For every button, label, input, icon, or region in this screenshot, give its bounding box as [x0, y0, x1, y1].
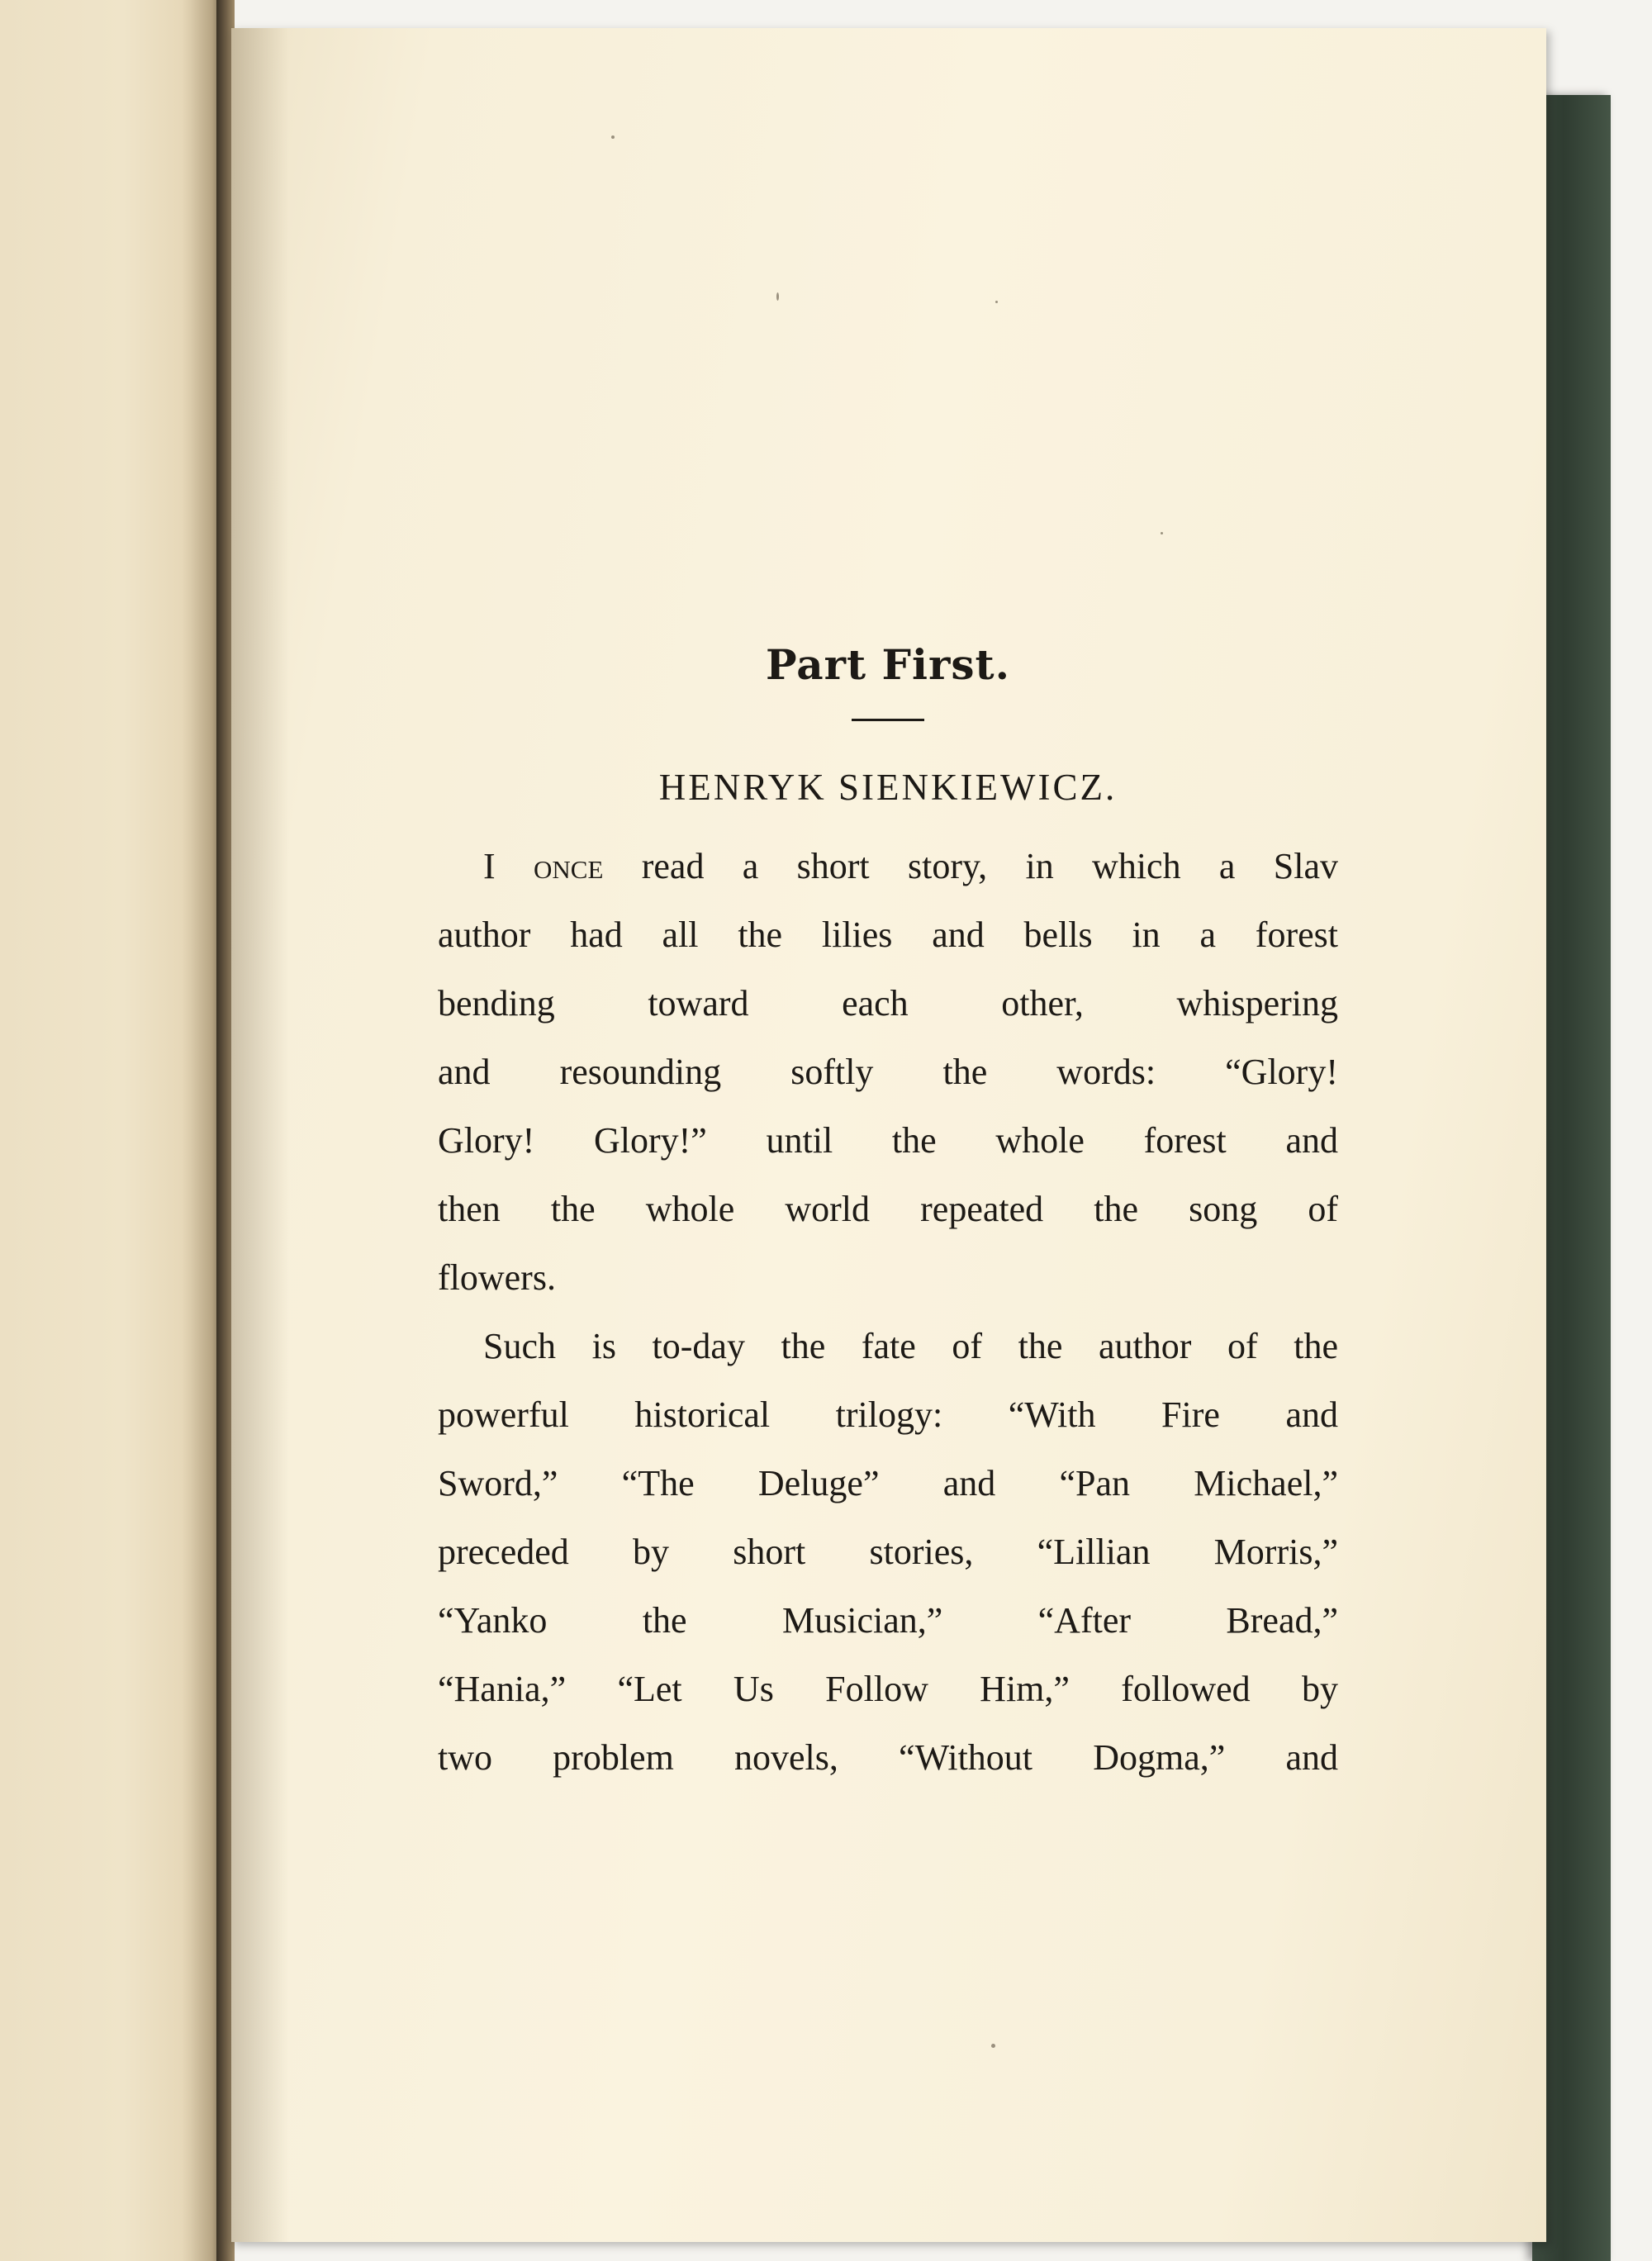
line-text: read a short story, in which a Slav [603, 846, 1338, 886]
title-rule [852, 719, 924, 721]
author-heading: HENRYK SIENKIEWICZ. [658, 767, 1118, 808]
drop-word: I [483, 846, 496, 886]
page-curve-shadow [231, 28, 289, 2242]
paragraph-line: author had all the lilies and bells in a forest [438, 914, 1338, 955]
paper-speck [991, 2044, 995, 2048]
paragraph-line: two problem novels, “Without Dogma,” and [438, 1737, 1338, 1778]
paper-speck [1161, 532, 1163, 534]
paragraph-1 [438, 832, 1338, 1312]
paragraph-line: bending toward each other, whispering [438, 983, 1338, 1024]
paragraph-2 [438, 1312, 1338, 1792]
paper-speck [611, 135, 615, 139]
smallcaps-word: once [534, 846, 604, 886]
paragraph-line: preceded by short stories, “Lillian Morris,” [438, 1532, 1338, 1572]
part-title: Part First. [766, 640, 1010, 689]
paragraph-line: and resounding softly the words: “Glory! [438, 1052, 1338, 1092]
paragraph-line [438, 832, 1338, 900]
paragraph-line: flowers. [438, 1257, 556, 1298]
paper-speck [995, 301, 998, 303]
paragraph-line: “Yanko the Musician,” “After Bread,” [438, 1600, 1338, 1641]
paragraph-line: then the whole world repeated the song of [438, 1189, 1338, 1229]
paragraph-line: powerful historical trilogy: “With Fire and [438, 1394, 1338, 1435]
paragraph-line: “Hania,” “Let Us Follow Him,” followed by [438, 1669, 1338, 1709]
page-text [438, 636, 1338, 1792]
paragraph-line: Such is to-day the fate of the author of the [483, 1326, 1338, 1366]
paper-speck [776, 292, 779, 301]
paragraph-line: Glory! Glory!” until the whole forest and [438, 1120, 1338, 1161]
paragraph-line: Sword,” “The Deluge” and “Pan Michael,” [438, 1463, 1338, 1503]
